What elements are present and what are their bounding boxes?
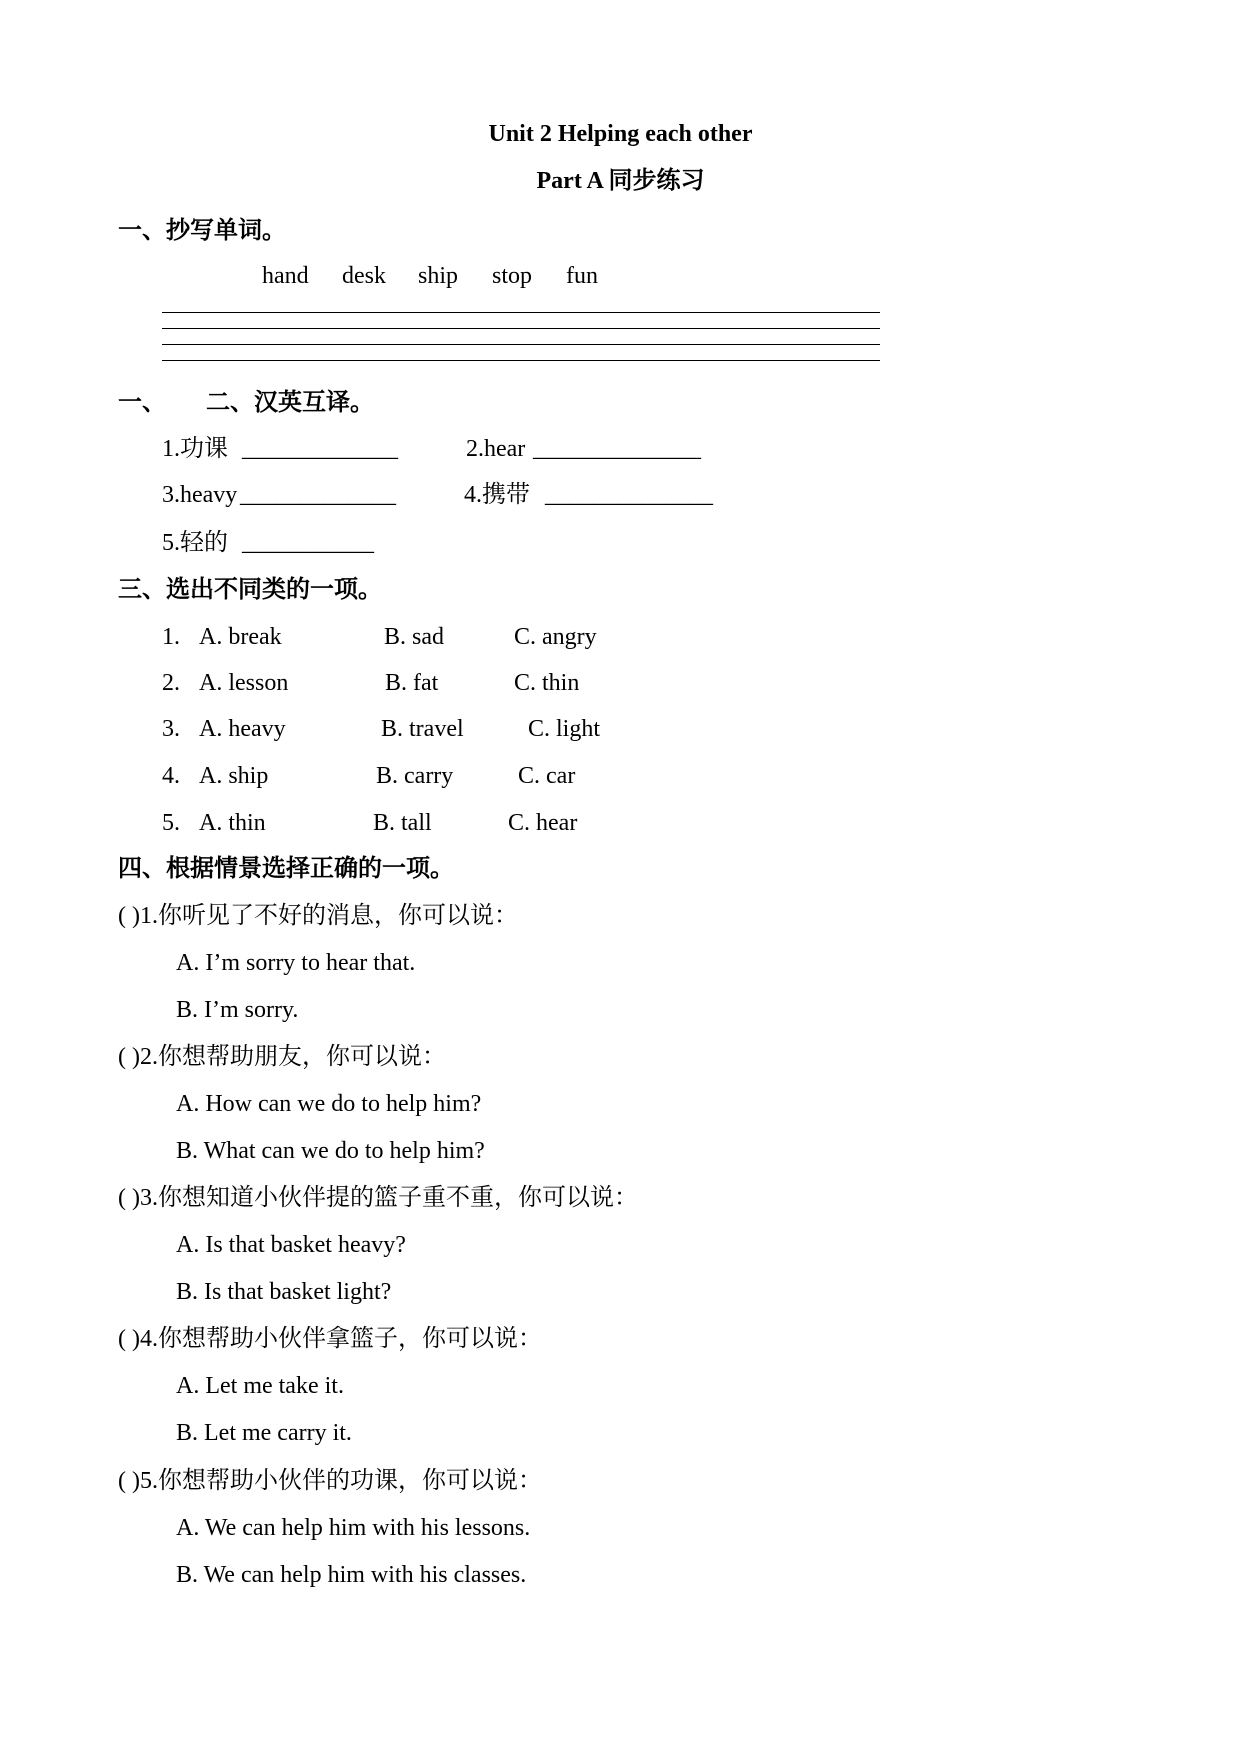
translate-item-text: 3.heavy: [162, 482, 238, 508]
option-c[interactable]: C. light: [528, 716, 601, 742]
translate-blank[interactable]: _____________: [240, 482, 396, 508]
option-a[interactable]: A. thin: [199, 810, 266, 836]
copy-line[interactable]: [162, 328, 880, 329]
option-b[interactable]: B. fat: [385, 670, 439, 696]
copy-line[interactable]: [162, 344, 880, 345]
page-title: Unit 2 Helping each other: [488, 121, 753, 147]
answer-option-b[interactable]: B. Is that basket light?: [176, 1279, 392, 1305]
option-b[interactable]: B. carry: [376, 763, 454, 789]
option-number: 1.: [162, 624, 180, 650]
translate-blank[interactable]: ______________: [533, 436, 701, 462]
copy-line[interactable]: [162, 360, 880, 361]
word-item: ship: [418, 263, 459, 289]
answer-option-a[interactable]: A. Let me take it.: [176, 1373, 344, 1399]
translate-item-text: 4.携带: [464, 482, 530, 508]
translate-item-text: 1.功课: [162, 436, 228, 462]
translate-blank[interactable]: ___________: [242, 530, 374, 556]
answer-option-b[interactable]: B. We can help him with his classes.: [176, 1562, 527, 1588]
question-text[interactable]: ( )4.你想帮助小伙伴拿篮子，你可以说：: [118, 1326, 542, 1352]
option-a[interactable]: A. ship: [199, 763, 269, 789]
option-c[interactable]: C. thin: [514, 670, 580, 696]
word-item: desk: [342, 263, 386, 289]
translate-blank[interactable]: _____________: [242, 436, 398, 462]
answer-option-b[interactable]: B. Let me carry it.: [176, 1420, 352, 1446]
option-c[interactable]: C. car: [518, 763, 576, 789]
option-a[interactable]: A. break: [199, 624, 282, 650]
option-number: 3.: [162, 716, 180, 742]
answer-option-a[interactable]: A. Is that basket heavy?: [176, 1232, 406, 1258]
section2-heading: 二、汉英互译。: [206, 390, 374, 416]
section4-heading: 四、根据情景选择正确的一项。: [118, 856, 454, 882]
translate-blank[interactable]: ______________: [545, 482, 713, 508]
option-number: 4.: [162, 763, 180, 789]
option-b[interactable]: B. sad: [384, 624, 444, 650]
option-c[interactable]: C. hear: [508, 810, 578, 836]
translate-item-text: 2.hear: [466, 436, 526, 462]
answer-option-b[interactable]: B. I’m sorry.: [176, 997, 299, 1023]
word-item: stop: [492, 263, 533, 289]
answer-option-b[interactable]: B. What can we do to help him?: [176, 1138, 485, 1164]
section2-heading-prefix: 一、: [118, 390, 166, 416]
option-b[interactable]: B. travel: [381, 716, 464, 742]
option-number: 5.: [162, 810, 180, 836]
option-c[interactable]: C. angry: [514, 624, 597, 650]
answer-option-a[interactable]: A. How can we do to help him?: [176, 1091, 482, 1117]
option-b[interactable]: B. tall: [373, 810, 432, 836]
section3-heading: 三、选出不同类的一项。: [118, 577, 382, 603]
question-text[interactable]: ( )1.你听见了不好的消息，你可以说：: [118, 903, 518, 929]
answer-option-a[interactable]: A. I’m sorry to hear that.: [176, 950, 416, 976]
question-text[interactable]: ( )5.你想帮助小伙伴的功课，你可以说：: [118, 1468, 542, 1494]
option-a[interactable]: A. heavy: [199, 716, 286, 742]
answer-option-a[interactable]: A. We can help him with his lessons.: [176, 1515, 531, 1541]
question-text[interactable]: ( )3.你想知道小伙伴提的篮子重不重，你可以说：: [118, 1185, 638, 1211]
copy-line[interactable]: [162, 312, 880, 313]
page-subtitle: Part A 同步练习: [536, 168, 705, 194]
section1-heading: 一、抄写单词。: [118, 218, 286, 244]
option-a[interactable]: A. lesson: [199, 670, 289, 696]
word-item: fun: [566, 263, 598, 289]
word-item: hand: [262, 263, 309, 289]
question-text[interactable]: ( )2.你想帮助朋友，你可以说：: [118, 1044, 446, 1070]
translate-item-text: 5.轻的: [162, 530, 228, 556]
option-number: 2.: [162, 670, 180, 696]
